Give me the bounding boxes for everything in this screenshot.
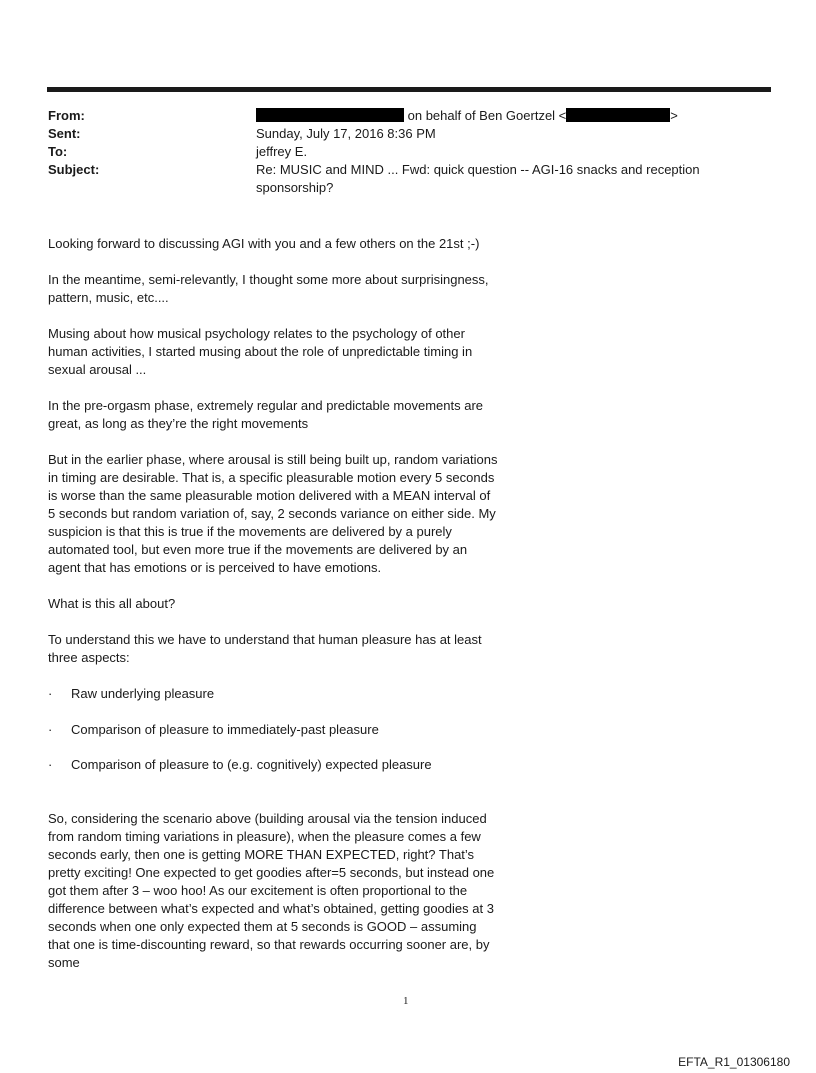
from-label: From: <box>48 108 85 123</box>
body-paragraph-5: But in the earlier phase, where arousal is still being built up, random variations in timing are desirable. That is, a specific pleasurable motion every 5 seconds is worse than the same pleasurable motion delivered with a MEAN interval of 5 seconds but random variation of, say, 2 seconds variance on either side. My suspicion is that this is true if the movements are delivered by a purely automated tool, but even more true if the movements are delivered by an agent that has emotions or is perceived to have emotions. <box>48 452 498 575</box>
list-item <box>48 685 498 703</box>
body-paragraph-1: Looking forward to discussing AGI with you and a few others on the 21st ;-) <box>48 236 480 251</box>
subject-label: Subject: <box>48 162 100 177</box>
redacted-sender-email <box>566 108 670 122</box>
list-item-text: Comparison of pleasure to immediately-past pleasure <box>71 721 379 737</box>
from-close-bracket: > <box>670 108 678 123</box>
redacted-sender-address <box>256 108 404 122</box>
sent-row <box>48 125 748 143</box>
body-paragraph-6: What is this all about? <box>48 596 176 611</box>
body-paragraph-3: Musing about how musical psychology relates to the psychology of other human activities, I started musing about the role of unpredictable timing in sexual arousal ... <box>48 326 473 377</box>
page-number: 1 <box>403 995 409 1007</box>
subject-value: Re: MUSIC and MIND ... Fwd: quick question -- AGI-16 snacks and reception sponsorship? <box>256 162 700 195</box>
to-row <box>48 143 748 161</box>
body-paragraph-7: To understand this we have to understand that human pleasure has at least three aspects: <box>48 632 482 665</box>
email-header <box>48 107 748 197</box>
email-body <box>48 235 498 990</box>
from-on-behalf-text: on behalf of Ben Goertzel < <box>407 108 567 123</box>
to-value: jeffrey E. <box>256 144 308 159</box>
subject-row <box>48 161 748 197</box>
body-paragraph-2: In the meantime, semi-relevantly, I thought some more about surprisingness, pattern, music, etc.... <box>48 272 489 305</box>
body-paragraph-4: In the pre-orgasm phase, extremely regular and predictable movements are great, as long as they’re the right movements <box>48 398 483 431</box>
list-item <box>48 756 498 774</box>
aspects-list <box>48 685 498 774</box>
header-rule <box>47 87 771 92</box>
document-id: EFTA_R1_01306180 <box>678 1055 790 1069</box>
body-paragraph-8: So, considering the scenario above (building arousal via the tension induced from random timing variations in pleasure), when the pleasure comes a few seconds early, then one is getting MORE THAN EXPECTED, right? That’s pretty exciting! One expected to get goodies after=5 seconds, but instead one got them after 3 – woo hoo! As our excitement is often proportional to the difference between what’s expected and what’s obtained, getting goodies at 3 seconds when one only expected them at 5 seconds is GOOD – assuming that one is time-discounting reward, so that rewards occurring sooner are, by some <box>48 810 495 970</box>
sent-value: Sunday, July 17, 2016 8:36 PM <box>256 126 436 141</box>
from-value <box>256 107 726 125</box>
from-row <box>48 107 748 125</box>
sent-label: Sent: <box>48 126 81 141</box>
bullet-icon: · <box>48 686 53 701</box>
bullet-icon: · <box>48 721 53 737</box>
list-item-text: Raw underlying pleasure <box>71 686 215 701</box>
list-item-text: Comparison of pleasure to (e.g. cognitively) expected pleasure <box>71 757 432 772</box>
list-item <box>48 721 498 739</box>
bullet-icon: · <box>48 757 53 772</box>
to-label: To: <box>48 144 68 159</box>
